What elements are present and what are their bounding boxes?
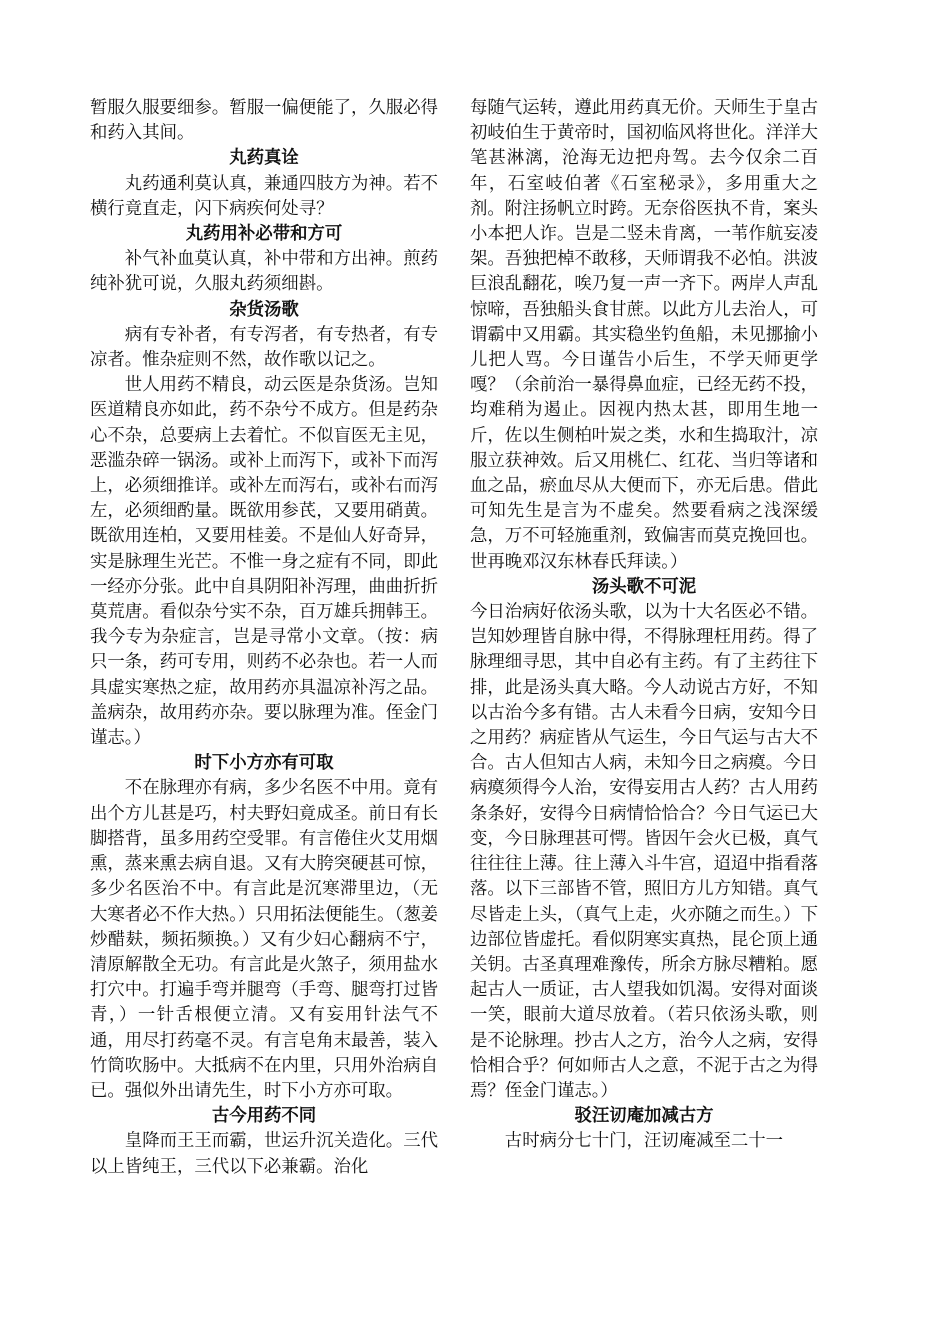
section-heading: 丸药用补必带和方可 xyxy=(185,224,343,245)
section-heading: 汤头歌不可泥 xyxy=(591,576,697,597)
left-column xyxy=(90,96,438,1180)
paragraph: 补气补血莫认真，补中带和方出神。煎药纯补犹可说，久服丸药须细斟。 xyxy=(90,249,438,295)
section-heading: 时下小方亦有可取 xyxy=(194,753,334,774)
paragraph: 暂服久服要细参。暂服一偏便能了，久服必得和药入其间。 xyxy=(90,98,438,144)
section-heading: 丸药真诠 xyxy=(229,148,299,169)
paragraph: 每随气运转，遵此用药真无价。天师生于皇古初岐伯生于黄帝时，国初临风将世化。洋洋大笔甚淋漓，沧海无边把舟驾。去今仅余二百年，石室岐伯著《石室秘录》，多用重大之剂。附注扬帆立时跨。无奈俗医执不肯，案头小本把人诈。岂是二竖未肯离，一苇作航妄凌架。吾独把棹不敢移，天师谓我不必怕。洪波巨浪乱翻花，唉乃复一声一齐下。两岸人声乱惊啼，吾独船头食甘蔗。以此方儿去治人，可谓霸中又用霸。其实稳坐钓鱼船，未见挪揄小儿把人骂。今日谨告小后生，不学天师更学嘎？（余前治一暴得鼻血症，已经无药不投，均难稍为遏止。因视内热太甚，即用生地一斤，佐以生侧柏叶炭之类，水和生捣取汁，凉服立获神效。后又用桃仁、红花、当归等诸和血之品，瘀血尽从大便而下，亦无后患。借此可知先生是言为不虚矣。然要看病之浅深缓急，万不可轻施重剂，致偏害而莫克挽回也。世再晚邓汉东林春氏拜读。） xyxy=(470,98,818,572)
paragraph: 世人用药不精良，动云医是杂货汤。岂知医道精良亦如此，药不杂兮不成方。但是药杂心不杂，总要病上去着忙。不似盲医无主见，恶滥杂碎一锅汤。或补上而泻下，或补下而泻上，必须细推详。或补左而泻右，或补右而泻左，必须细酌量。既欲用参芪，又要用硝黄。既欲用连柏，又要用桂姜。不是仙人好奇异，实是脉理生光芒。不惟一身之症有不同，即此一经亦分张。此中自具阴阳补泻理，曲曲折折莫荒唐。看似杂兮实不杂，百万雄兵拥韩王。我今专为杂症言，岂是寻常小文章。（按：病只一条，药可专用，则药不必杂也。若一人而具虚实寒热之症，故用药亦具温凉补泻之品。盖病杂，故用药亦杂。要以脉理为准。侄金门谨志。） xyxy=(90,375,438,749)
paragraph: 古时病分七十门，汪讱庵减至二十一 xyxy=(504,1131,784,1152)
paragraph: 今日治病好依汤头歌，以为十大名医必不错。岂知妙理皆自脉中得，不得脉理枉用药。得了脉理细寻思，其中自必有主药。有了主药往下排，此是汤头真大略。今人动说古方好，不知以古治今多有错。古人未看今日病，安知今日之用药？病症皆从气运生，今日气运与古大不合。古人但知古人病，未知今日之病瘼。今日病瘼须得今人治，安得妄用古人药？古人用药条条好，安得今日病情恰恰合？今日气运已大变，今日脉理甚可愕。皆因午会火已极，真气往往往上薄。往上薄入斗牛宫，迢迢中指看落落。以下三部皆不管，照旧方儿方知错。真气尽皆走上头，（真气上走，火亦随之而生。）下边部位皆虚托。看似阴寒实真热，昆仑顶上通关钥。古圣真理难豫传，所余方脉尽糟粕。愿起古人一质证，古人望我如饥渴。安得对面谈一笑，眼前大道尽放着。（若只依汤头歌，则是不论脉理。抄古人之方，治今人之病，安得恰相合乎？何如师古人之意，不泥于古之为得焉？侄金门谨志。） xyxy=(470,602,818,1101)
paragraph: 病有专补者，有专泻者，有专热者，有专凉者。惟杂症则不然，故作歌以记之。 xyxy=(90,324,438,371)
section-heading: 驳汪讱庵加减古方 xyxy=(574,1106,714,1127)
paragraph: 不在脉理亦有病，多少名医不中用。竟有出个方儿甚是巧，村夫野妇竟成圣。前日有长脚搭背，虽多用药空受罪。有言倦住火艾用烟熏，蒸来熏去病自退。又有大胯突硬甚可惊，多少名医治不中。有言此是沉寒滞里边，（无大寒者必不作大热。）只用拓法便能生。（葱姜炒醋麸，频拓频换。）又有少妇心翻病不宁，清原解散全无功。有言此是火煞子，须用盐水打穴中。打遍手弯并腿弯（手弯、腿弯打过皆青，）一针舌根便立清。又有妄用针法气不通，用尽打药毫不灵。有言皂角末最善，装入竹筒吹肠中。大抵病不在内里，只用外治病自已。强似外出请先生，时下小方亦可取。 xyxy=(90,778,438,1101)
paragraph: 丸药通利莫认真，兼通四肢方为神。若不横行竟直走，闪下病疾何处寻？ xyxy=(90,173,438,219)
paragraph: 皇降而王王而霸，世运升沉关造化。三代以上皆纯王，三代以下必兼霸。治化 xyxy=(90,1131,438,1177)
right-column xyxy=(470,96,818,1155)
section-heading: 古今用药不同 xyxy=(211,1106,317,1127)
section-heading: 杂货汤歌 xyxy=(229,299,299,320)
